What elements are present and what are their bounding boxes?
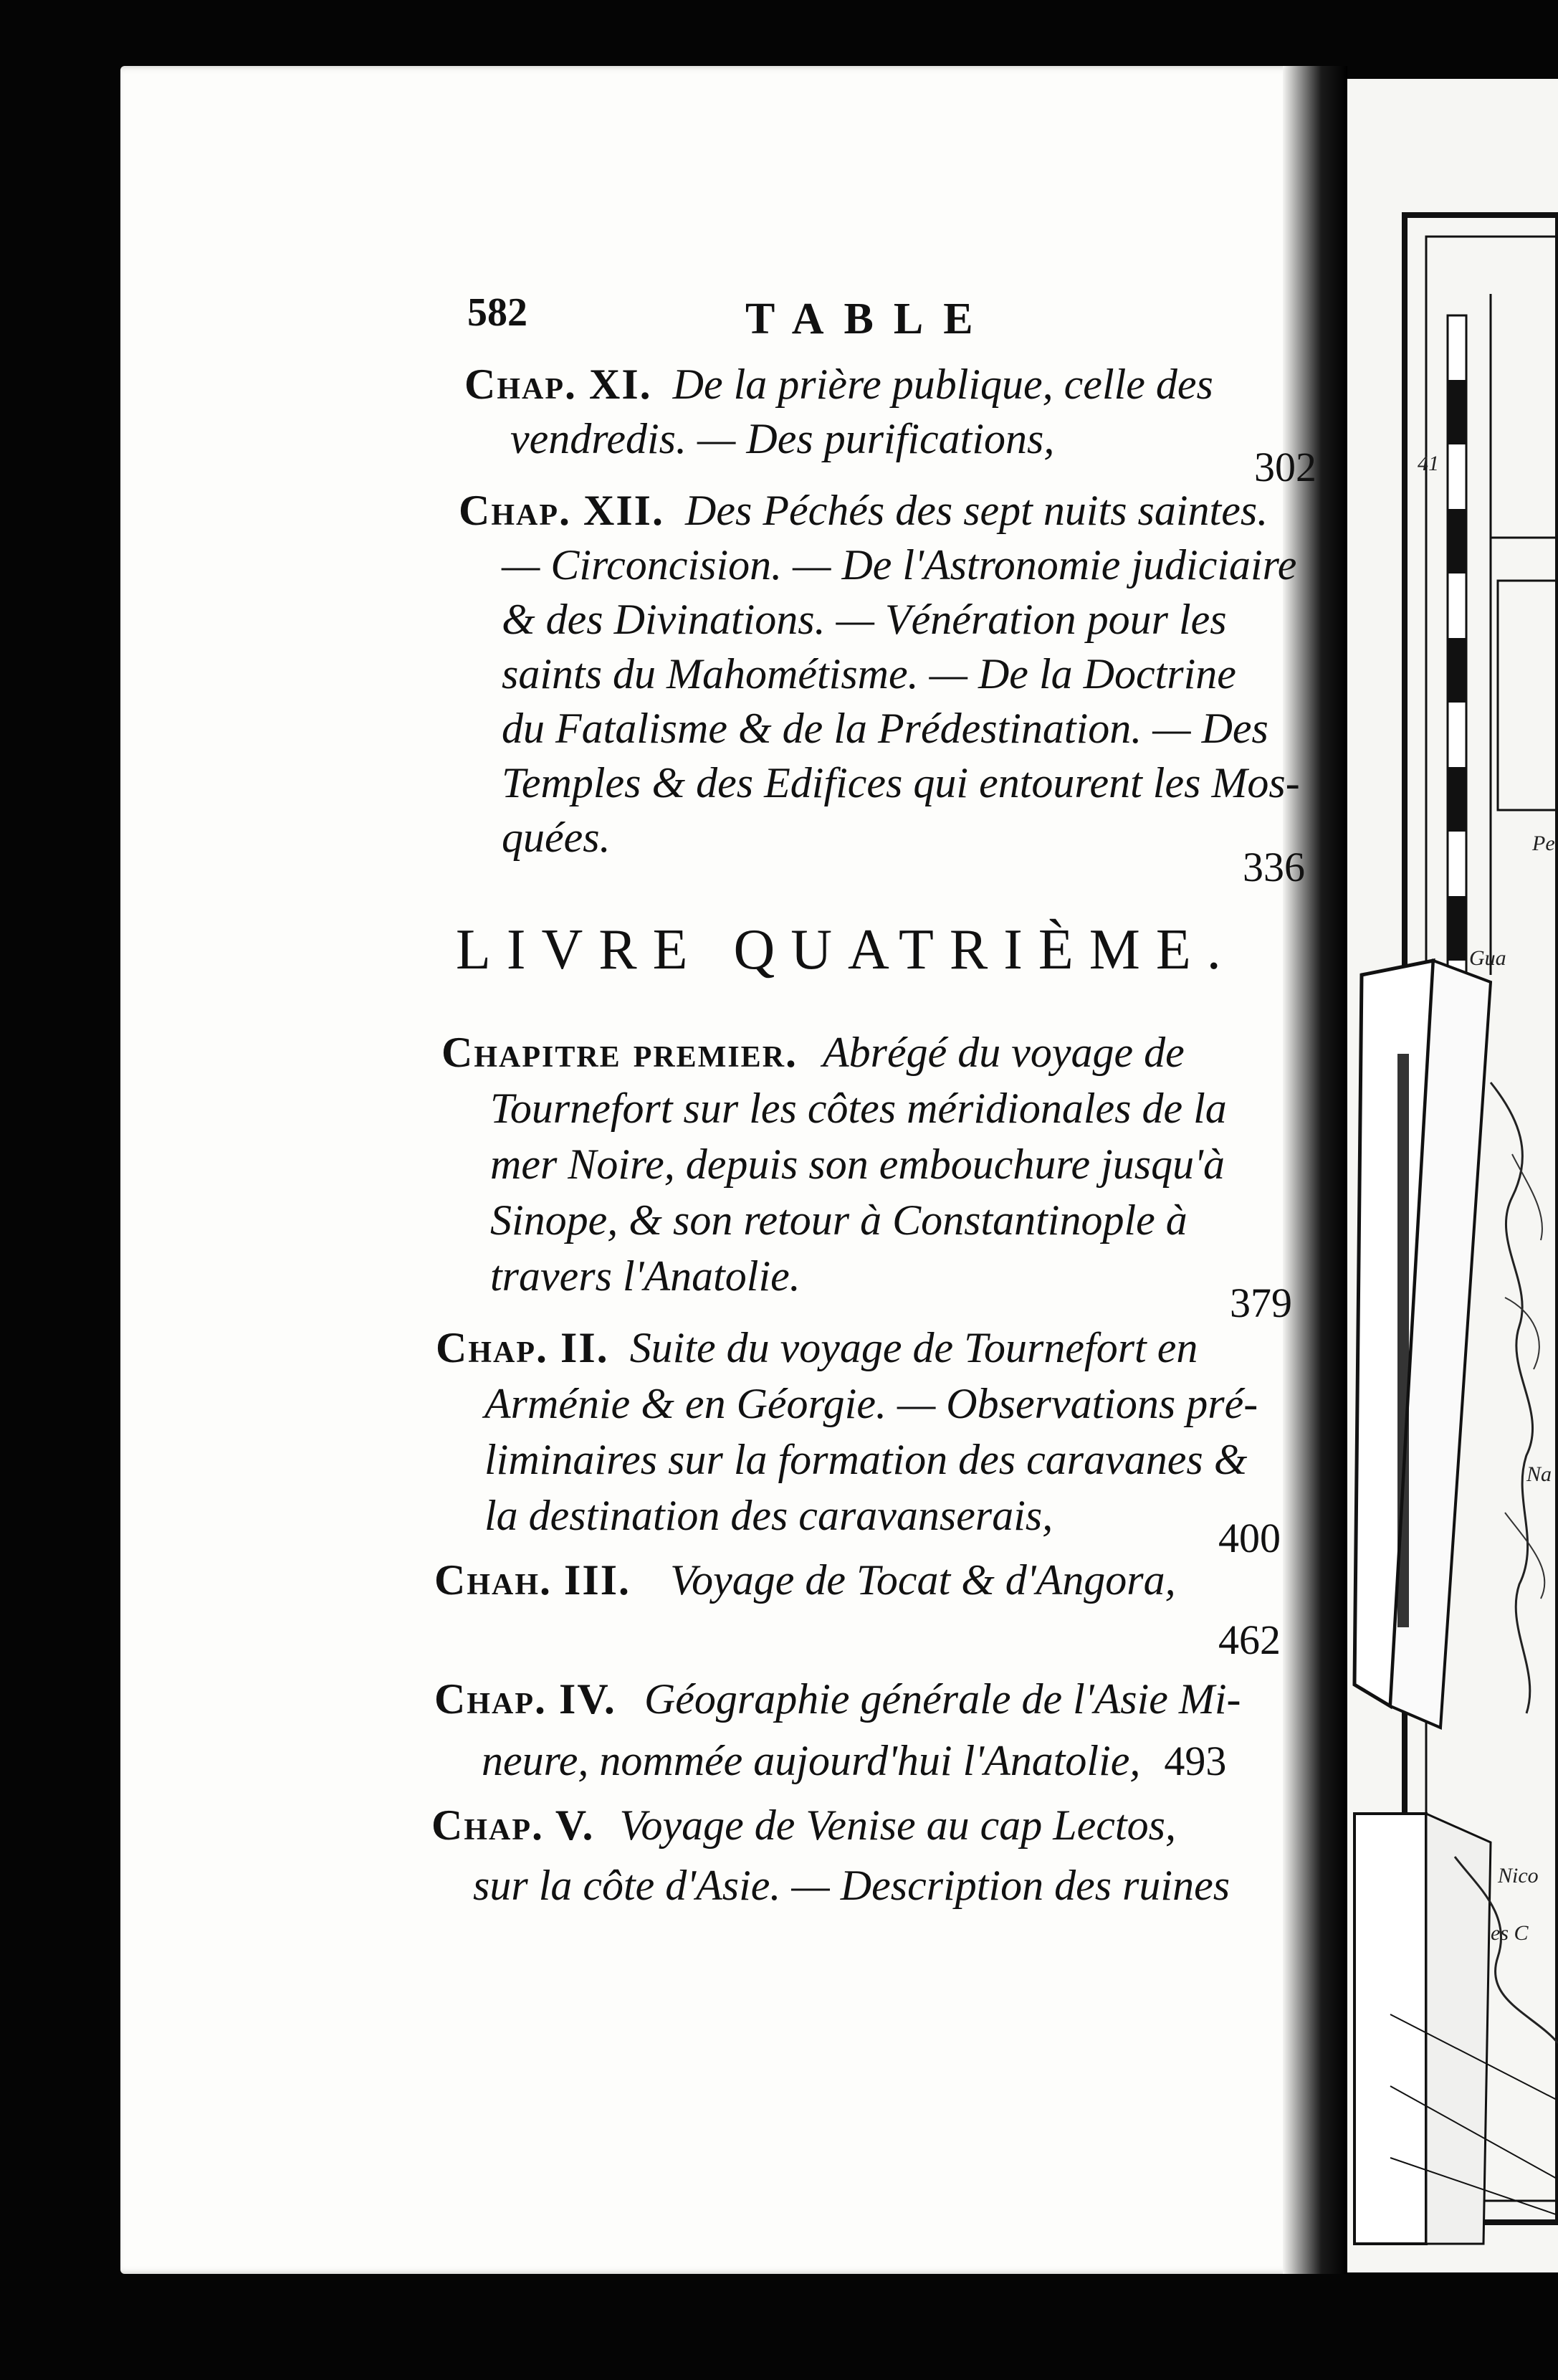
map-label: Nico	[1498, 1864, 1539, 1888]
toc-entry-line	[434, 1673, 1241, 1725]
entry-text: De la prière publique, celle des	[672, 361, 1213, 408]
chapter-label: Chap. II.	[436, 1324, 609, 1371]
toc-entry-line: — Circoncision. — De l'Astronomie judiciaire	[502, 541, 1297, 589]
map-label: es C	[1491, 1921, 1529, 1945]
book-gutter	[1283, 66, 1347, 2274]
map-label: Na	[1526, 1462, 1552, 1486]
toc-page-number: 302	[1254, 444, 1316, 490]
entry-text: Voyage de Tocat & d'Angora,	[670, 1556, 1176, 1604]
toc-entry-line	[441, 1027, 1185, 1078]
section-heading: LIVRE QUATRIÈME.	[456, 918, 1237, 981]
toc-entry-line: du Fatalisme & de la Prédestination. — Des	[502, 705, 1268, 752]
chapter-label: Chapitre premier.	[441, 1029, 798, 1076]
toc-entry-line	[436, 1322, 1198, 1374]
entry-text: neure, nommée aujourd'hui l'Anatolie,	[482, 1737, 1141, 1784]
page-number: 582	[467, 290, 527, 335]
toc-page-number: 379	[1230, 1280, 1292, 1326]
toc-entry-line: Temples & des Edifices qui entourent les Mos-	[502, 759, 1300, 806]
toc-page-number: 462	[1218, 1617, 1281, 1663]
chapter-label: Chap. V.	[431, 1801, 595, 1849]
entry-text: Géographie générale de l'Asie Mi-	[644, 1675, 1241, 1723]
toc-entry-line	[459, 485, 1268, 536]
chapter-label: Chap. XII.	[459, 487, 665, 534]
entry-text: Des Péchés des sept nuits saintes.	[685, 487, 1268, 534]
toc-entry-line	[464, 358, 1213, 410]
map-scale-bar	[1448, 315, 1466, 989]
map-label: Pe	[1532, 832, 1555, 855]
map-label: Gua	[1469, 946, 1506, 970]
toc-page-number: 336	[1243, 844, 1305, 890]
running-header: TABLE	[745, 295, 993, 343]
toc-entry-line: saints du Mahométisme. — De la Doctrine	[502, 650, 1236, 698]
chapter-label: Chah. III.	[434, 1556, 631, 1604]
entry-text: Voyage de Venise au cap Lectos,	[619, 1801, 1176, 1849]
toc-entry-line: sur la côte d'Asie. — Description des ruines	[473, 1862, 1230, 1909]
entry-text: Abrégé du voyage de	[823, 1029, 1185, 1076]
toc-entry-line: la destination des caravanserais,	[484, 1492, 1053, 1539]
toc-entry-line: vendredis. — Des purifications,	[510, 415, 1055, 462]
toc-entry-line	[431, 1799, 1176, 1851]
toc-entry-line: & des Divinations. — Vénération pour les	[502, 596, 1227, 643]
toc-entry-line: Tournefort sur les côtes méridionales de la	[490, 1085, 1227, 1132]
chapter-label: Chap. IV.	[434, 1675, 616, 1723]
toc-entry-line: liminaires sur la formation des caravanes &	[484, 1436, 1248, 1483]
toc-page-number: 400	[1218, 1515, 1281, 1561]
toc-page-number: 493	[1164, 1738, 1227, 1784]
toc-entry-line	[434, 1554, 1176, 1606]
toc-entry-line: mer Noire, depuis son embouchure jusqu'à	[490, 1141, 1225, 1188]
toc-entry-line: travers l'Anatolie.	[490, 1252, 800, 1300]
toc-entry-line: Sinope, & son retour à Constantinople à	[490, 1196, 1187, 1244]
chapter-label: Chap. XI.	[464, 361, 652, 408]
toc-entry-line: quées.	[502, 814, 611, 861]
toc-entry-line: Arménie & en Géorgie. — Observations pré-	[484, 1380, 1258, 1427]
map-foldout	[1347, 79, 1558, 2272]
map-label: 41	[1418, 452, 1439, 475]
toc-entry-line	[482, 1735, 1226, 1787]
entry-text: Suite du voyage de Tournefort en	[629, 1324, 1198, 1371]
